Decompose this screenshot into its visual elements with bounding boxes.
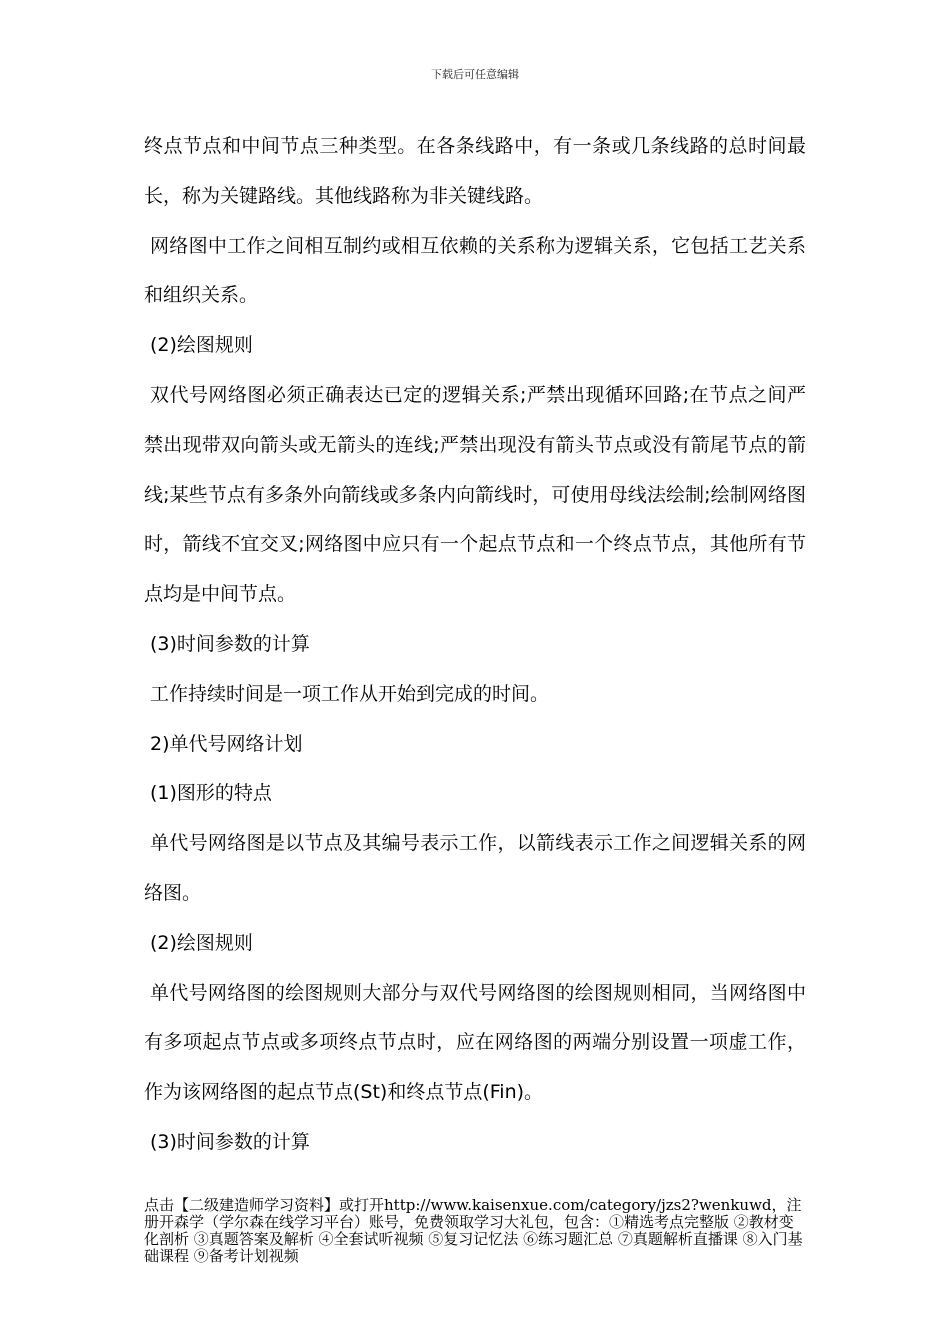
paragraph-single-code-definition: 单代号网络图是以节点及其编号表示工作，以箭线表示工作之间逻辑关系的网络图。 <box>144 832 806 904</box>
paragraph-logical-relations: 网络图中工作之间相互制约或相互依赖的关系称为逻辑关系，它包括工艺关系和组织关系。 <box>144 234 806 307</box>
heading-graph-features: (1)图形的特点 <box>150 782 272 805</box>
document-body <box>144 122 806 1168</box>
footer-promo-link[interactable]: 点击【二级建造师学习资料】或打开http://www.kaisenxue.com/category/jzs2?wenkuwd，注册开森学（学尔森在线学习平台）账号，免费领取学习大礼包，包含：①精选考点完整版 ②教材变化剖析 ③真题答案及解析 ④全套试听视频 ⑤复习记忆法 ⑥练习题汇总 ⑦真题解析直播课 ⑧入门基础课程 ⑨备考计划视频 <box>144 1196 803 1265</box>
paragraph-duration: 工作持续时间是一项工作从开始到完成的时间。 <box>150 682 550 705</box>
heading-time-parameters: (3)时间参数的计算 <box>150 632 310 655</box>
heading-single-code-plan: 2)单代号网络计划 <box>150 732 303 755</box>
heading-drawing-rules: (2)绘图规则 <box>150 334 253 357</box>
heading-drawing-rules-2: (2)绘图规则 <box>150 931 253 954</box>
paragraph-critical-path: 终点节点和中间节点三种类型。在各条线路中，有一条或几条线路的总时间最长，称为关键路线。其他线路称为非关键线路。 <box>144 135 806 207</box>
heading-time-parameters-2: (3)时间参数的计算 <box>150 1130 310 1153</box>
paragraph-double-code-rules: 双代号网络图必须正确表达已定的逻辑关系;严禁出现循环回路;在节点之间严禁出现带双向箭头或无箭头的连线;严禁出现没有箭头节点或没有箭尾节点的箭线;某些节点有多条外向箭线或多条内向箭线时，可使用母线法绘制;绘制网络图时，箭线不宜交叉;网络图中应只有一个起点节点和一个终点节点，其他所有节点均是中间节点。 <box>144 383 806 606</box>
paragraph-single-code-rules: 单代号网络图的绘图规则大部分与双代号网络图的绘图规则相同，当网络图中有多项起点节点或多项终点节点时，应在网络图的两端分别设置一项虚工作，作为该网络图的起点节点(St)和终点节点(Fin)。 <box>144 981 806 1104</box>
page-header-note: 下载后可任意编辑 <box>431 68 519 81</box>
